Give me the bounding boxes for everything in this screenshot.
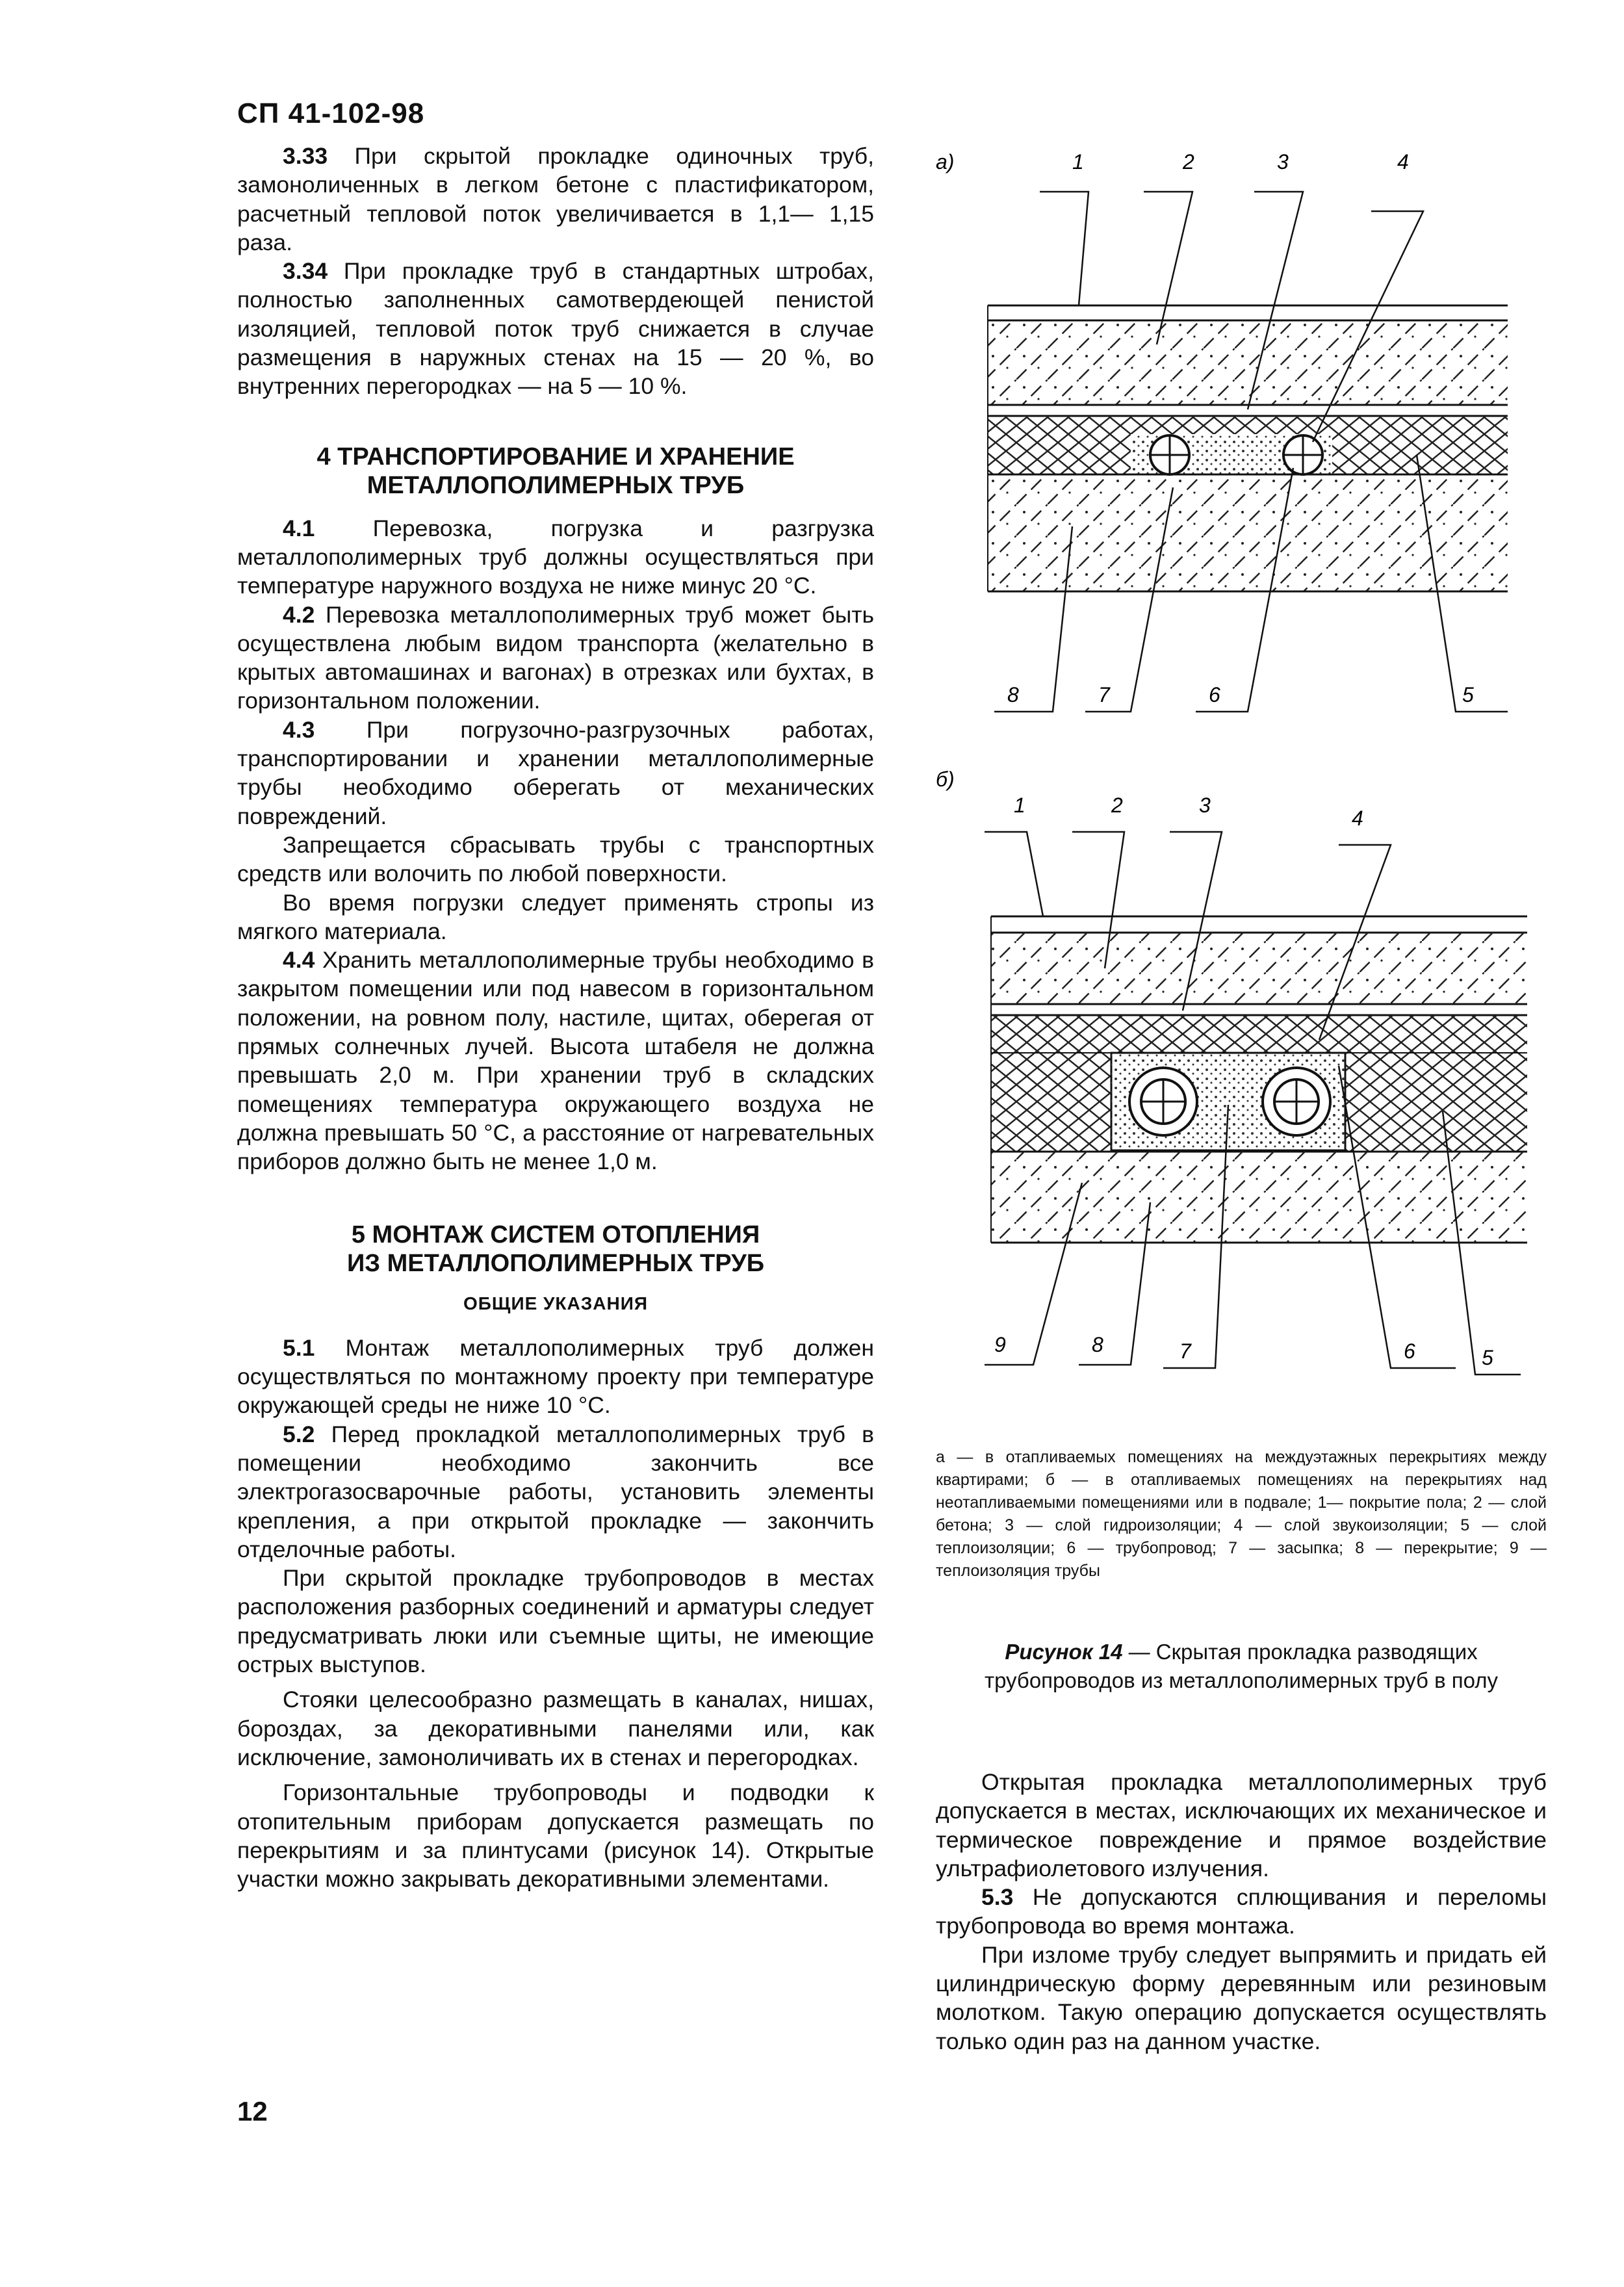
callout-label: 6 (1209, 683, 1220, 706)
paragraph-5-3 (936, 1883, 1547, 1941)
page-number: 12 (237, 2096, 268, 2126)
clause-text: Монтаж металлополимерных труб должен осуществляться по монтажному проекту при температуре окружающей среды не ниже 10 °С. (237, 1334, 874, 1419)
callout-label: 9 (994, 1333, 1006, 1356)
floor-slab (991, 1152, 1527, 1243)
paragraph-4-1 (237, 514, 874, 601)
paragraph-open-laying: Открытая прокладка металлополимерных труб допускается в местах, исключающих их механическое и термическое повреждение и прямое воздействие ультрафиолетового излучения. (936, 1769, 1547, 1881)
subfigure-a-label: а) (936, 150, 955, 174)
paragraph-5-2c: Стояки целесообразно размещать в каналах, нишах, бороздах, за декоративными панелями или, как исключение, замоноличивать их в стенах и перегородках. (237, 1686, 874, 1770)
left-column (237, 142, 874, 1893)
paragraph-3-34 (237, 257, 874, 400)
callout-label: 5 (1482, 1346, 1493, 1369)
callout-label: 4 (1397, 150, 1409, 174)
paragraph-4-3 (237, 716, 874, 831)
clause-number: 5.3 (981, 1884, 1014, 1911)
clause-text: Не допускаются сплющивания и переломы трубопровода во время монтажа. (936, 1884, 1547, 1939)
figure-number: Рисунок 14 (1005, 1640, 1123, 1664)
paragraph-5-1 (237, 1334, 874, 1420)
concrete-layer (991, 933, 1527, 1004)
concrete-layer (988, 320, 1508, 405)
callout-label: 4 (1352, 807, 1363, 830)
subfigure-b-label: б) (936, 768, 955, 791)
paragraph-5-3b: При изломе трубу следует выпрямить и придать ей цилиндрическую форму деревянным или резиновым молотком. Такую операцию допускается осуществлять только один раз на данном участке. (936, 1941, 1547, 2054)
callout-label: 3 (1199, 794, 1211, 817)
callout-label: 3 (1277, 150, 1289, 174)
section-4-title-line2: МЕТАЛЛОПОЛИМЕРНЫХ ТРУБ (367, 471, 745, 499)
subfigure-b (985, 794, 1527, 1375)
section-4-title: 4 ТРАНСПОРТИРОВАНИЕ И ХРАНЕНИЕ (316, 443, 795, 471)
clause-number: 3.34 (283, 258, 328, 285)
clause-text: При погрузочно-разгрузочных работах, транспортировании и хранении металлополимерные трубы необходимо оберегать от механических повреждений. (237, 716, 874, 829)
paragraph-4-3c: Во время погрузки следует применять стропы из мягкого материала. (237, 889, 874, 944)
right-column (936, 1768, 1547, 2056)
clause-number: 4.3 (283, 716, 315, 743)
subfigure-a (988, 150, 1508, 712)
clause-number: 4.2 (283, 601, 315, 628)
clause-text: Перед прокладкой металлополимерных труб в помещении необходимо закончить все электрогазосварочные работы, установить элементы крепления, а при открытой прокладке — закончить отделочные работы. (237, 1421, 874, 1562)
clause-number: 5.1 (283, 1334, 315, 1361)
clause-text: Хранить металлополимерные трубы необходимо в закрытом помещении или под навесом в горизонтальном положении, на ровном полу, настиле, щитах, оберегая от прямых солнечных лучей. Высота штабеля не должна превышать 2,0 м. При хранении труб в складских помещениях температура окружающего воздуха не должна превышать 50 °С, а расстояние от нагревательных приборов должно быть не менее 1,0 м. (237, 947, 874, 1175)
callout-label: 8 (1092, 1333, 1103, 1356)
figure-legend (936, 1446, 1547, 1583)
clause-number: 3.33 (283, 143, 328, 169)
legend-text: а — в отапливаемых помещениях на междуэтажных перекрытиях между квартирами; б — в отапливаемых помещениях на перекрытиях над неотапливаемыми помещениями или в подвале; 1— покрытие пола; 2 — слой бетона; 3 — слой гидроизоляции; 4 — слой звукоизоляции; 5 — слой теплоизоляции; 6 — трубопровод; 7 — засыпка; 8 — перекрытие; 9 — теплоизоляция трубы (936, 1448, 1547, 1580)
floor-slab (988, 474, 1508, 591)
callout-label: 7 (1179, 1339, 1191, 1363)
callout-label: 8 (1007, 683, 1019, 706)
callout-label: 1 (1072, 150, 1084, 174)
callout-label: 1 (1014, 794, 1025, 817)
callout-label: 5 (1462, 683, 1474, 706)
paragraph-3-33 (237, 142, 874, 257)
paragraph-5-2d: Горизонтальные трубопроводы и подводки к отопительным приборам допускается размещать по перекрытиям и за плинтусами (рисунок 14). Открытые участки можно закрывать декоративными элементами. (237, 1779, 874, 1893)
paragraph-5-2 (237, 1420, 874, 1564)
section-5-title-line2: ИЗ МЕТАЛЛОПОЛИМЕРНЫХ ТРУБ (346, 1249, 765, 1277)
callout-label: 7 (1098, 683, 1110, 706)
caption-text: — Скрытая прокладка разводящих трубопроводов из металлополимерных труб в полу (984, 1640, 1499, 1692)
figure-14-diagram (923, 130, 1560, 1430)
clause-text: Перевозка, погрузка и разгрузка металлополимерных труб должны осуществляться при температуре наружного воздуха не ниже минус 20 °С. (237, 515, 874, 599)
clause-number: 4.1 (283, 515, 315, 541)
clause-number: 4.4 (283, 947, 315, 974)
figure-caption (936, 1638, 1547, 1695)
document-header: СП 41-102-98 (237, 97, 425, 129)
paragraph-4-4 (237, 946, 874, 1176)
callout-label: 2 (1183, 150, 1194, 174)
clause-number: 5.2 (283, 1421, 315, 1447)
paragraph-4-2 (237, 601, 874, 716)
section-5-title: 5 МОНТАЖ СИСТЕМ ОТОПЛЕНИЯ (351, 1221, 760, 1248)
callout-label: 6 (1404, 1339, 1415, 1363)
clause-text: При прокладке труб в стандартных штробах, полностью заполненных самотвердеющей пенистой изоляцией, тепловой поток труб снижается в случае размещения в наружных стенах на 15 — 20 %, во внутренних перегородках — на 5 — 10 %. (237, 258, 874, 400)
paragraph-4-3b: Запрещается сбрасывать трубы с транспортных средств или волочить по любой поверхности. (237, 831, 874, 887)
callout-label: 2 (1111, 794, 1123, 817)
general-instructions-heading: ОБЩИЕ УКАЗАНИЯ (463, 1293, 648, 1313)
clause-text: Перевозка металлополимерных труб может быть осуществлена любым видом транспорта (желательно в крытых автомашинах и вагонах) в отрезках или бухтах, в горизонтальном положении. (237, 601, 874, 714)
clause-text: При скрытой прокладке одиночных труб, замоноличенных в легком бетоне с пластификатором, расчетный тепловой поток увеличивается в 1,1— 1,15 раза. (237, 143, 874, 255)
paragraph-5-2b: При скрытой прокладке трубопроводов в местах расположения разборных соединений и арматуры следует предусматривать люки или съемные щиты, не имеющие острых выступов. (237, 1565, 874, 1678)
